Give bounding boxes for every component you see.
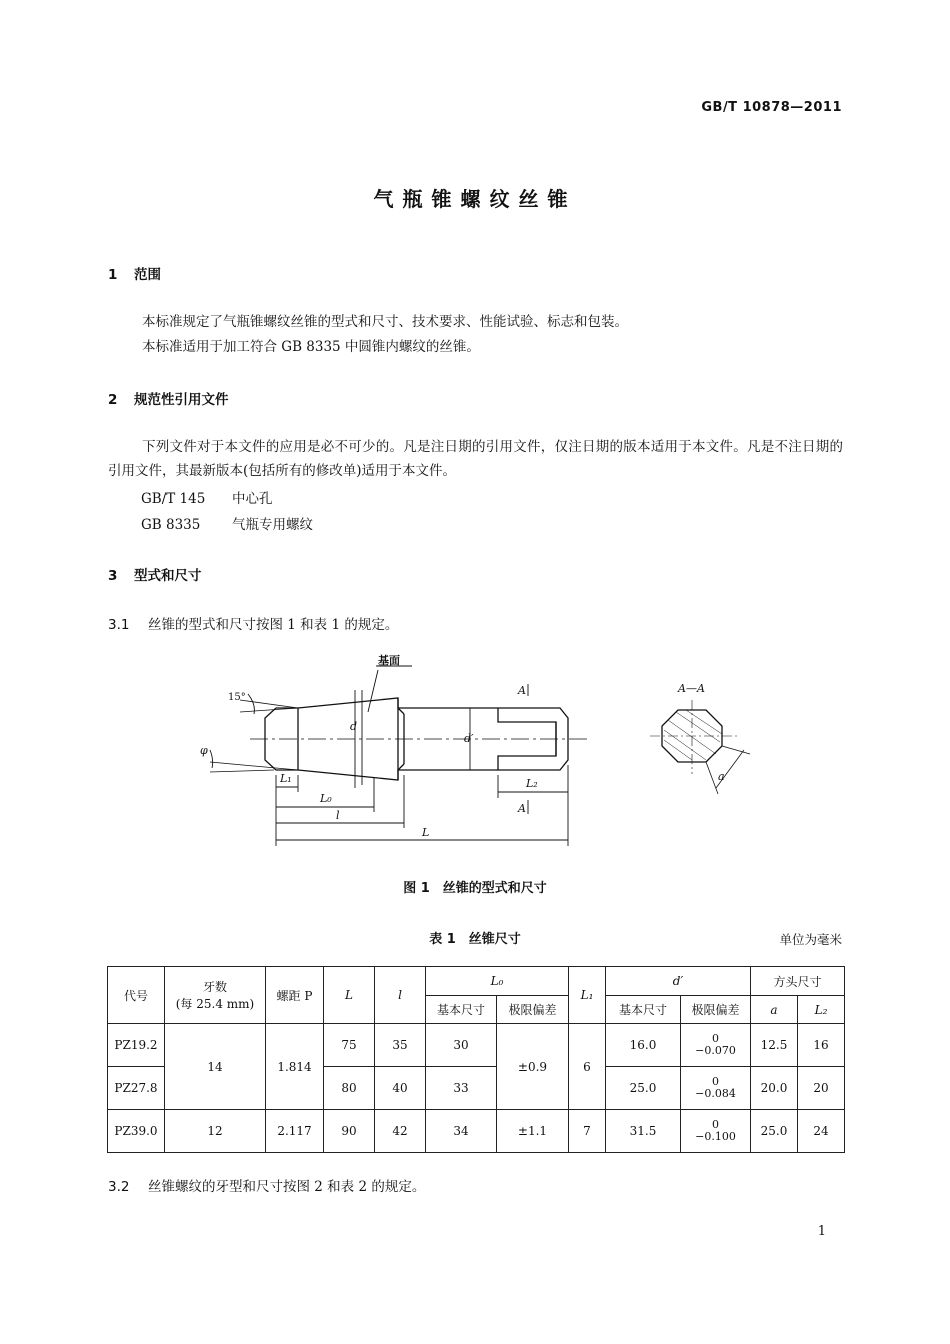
standard-number: GB/T 10878—2011 [701,100,842,115]
section-1-heading [108,263,161,283]
cell-L: 75 [324,1024,375,1067]
subsection-text: 丝锥的型式和尺寸按图 1 和表 1 的规定。 [148,617,399,633]
cell-L0-tolerance: ±0.9 [497,1024,569,1110]
cell-code: PZ39.0 [108,1110,165,1153]
section-1-paragraph-2: 本标准适用于加工符合 GB 8335 中圆锥内螺纹的丝锥。 [142,339,480,355]
table-row [108,1024,845,1067]
cell-L0: 33 [426,1067,497,1110]
section-title: 型式和尺寸 [134,568,202,584]
cell-d: 31.5 [606,1110,681,1153]
cell-l: 40 [375,1067,426,1110]
header-tpi-label: 牙数 [202,980,227,994]
subsection-3-1 [108,613,398,633]
a-label: a [718,770,725,783]
header-basic: 基本尺寸 [426,996,497,1024]
section-view-label: A—A [678,682,705,695]
header-l: l [375,967,426,1024]
cell-L1: 6 [569,1024,606,1110]
L-label: L [422,826,430,839]
figure-1-caption: 图 1 丝锥的型式和尺寸 [403,881,547,896]
section-number: 1 [108,267,118,283]
reference-title: 气瓶专用螺纹 [232,517,313,533]
tolerance-lower: −0.070 [695,1044,736,1057]
header-tolerance: 极限偏差 [497,996,569,1024]
reference-code: GB/T 145 [141,491,206,507]
tolerance-upper: 0 [712,1118,719,1131]
cell-a: 12.5 [751,1024,798,1067]
header-basic: 基本尺寸 [606,996,681,1024]
header-pitch: 螺距 P [266,967,324,1024]
header-code: 代号 [108,967,165,1024]
cell-d: 25.0 [606,1067,681,1110]
header-tpi-note: (每 25.4 mm) [175,997,255,1011]
header-tolerance: 极限偏差 [681,996,751,1024]
d-label: d [350,720,358,733]
section-title: 规范性引用文件 [134,392,229,408]
section-mark-bottom: A [518,802,526,815]
reference-item [141,487,273,507]
header-L: L [324,967,375,1024]
cell-code: PZ27.8 [108,1067,165,1110]
cell-L: 80 [324,1067,375,1110]
section-number: 2 [108,392,118,408]
cell-d: 16.0 [606,1024,681,1067]
cell-d-tolerance [681,1110,751,1153]
section-1-paragraph-1: 本标准规定了气瓶锥螺纹丝锥的型式和尺寸、技术要求、性能试验、标志和包装。 [142,314,628,330]
reference-code: GB 8335 [141,517,201,533]
d-prime-label: d′ [464,732,474,745]
L0-label: L₀ [320,792,332,805]
cell-L0-tolerance: ±1.1 [497,1110,569,1153]
cell-L0: 30 [426,1024,497,1067]
subsection-number: 3.1 [108,617,130,633]
l-label: l [336,809,340,822]
tolerance-upper: 0 [712,1075,719,1088]
table-unit-note: 单位为毫米 [779,932,842,947]
reference-item [141,513,313,533]
angle-label: 15° [228,692,246,703]
L2-label: L₂ [526,777,538,790]
subsection-3-2 [108,1175,425,1195]
section-3-heading [108,564,202,584]
tolerance-upper: 0 [712,1032,719,1045]
section-2-heading [108,388,229,408]
cell-L2: 20 [798,1067,845,1110]
section-title: 范围 [134,267,161,283]
table-header-row [108,967,845,996]
table-row [108,1110,845,1153]
reference-title: 中心孔 [232,491,273,507]
header-L1: L₁ [569,967,606,1024]
section-view [650,700,750,794]
cell-l: 42 [375,1110,426,1153]
cell-l: 35 [375,1024,426,1067]
section-2-paragraph: 下列文件对于本文件的应用是必不可少的。凡是注日期的引用文件，仅注日期的版本适用于本文件。凡是不注日期的引用文件，其最新版本(包括所有的修改单)适用于本文件。 [108,439,843,479]
page-number: 1 [817,1224,826,1239]
document-title: 气瓶锥螺纹丝锥 [373,187,577,211]
header-tpi [165,967,266,1024]
cell-d-tolerance [681,1067,751,1110]
cell-pitch: 2.117 [266,1110,324,1153]
section-mark-top: A [518,684,526,697]
tolerance-lower: −0.084 [695,1087,736,1100]
cell-L1: 7 [569,1110,606,1153]
table-1 [107,966,845,1153]
cell-L2: 24 [798,1110,845,1153]
header-d-prime: d′ [606,967,751,996]
cell-tpi: 12 [165,1110,266,1153]
cell-a: 20.0 [751,1067,798,1110]
cell-pitch: 1.814 [266,1024,324,1110]
header-a: a [751,996,798,1024]
tolerance-lower: −0.100 [695,1130,736,1143]
cell-tpi: 14 [165,1024,266,1110]
table-1-caption: 表 1 丝锥尺寸 [429,932,521,947]
cell-L: 90 [324,1110,375,1153]
cell-code: PZ19.2 [108,1024,165,1067]
header-L2: L₂ [798,996,845,1024]
subsection-number: 3.2 [108,1179,130,1195]
header-L0: L₀ [426,967,569,996]
cell-L2: 16 [798,1024,845,1067]
phi-label: φ [200,744,208,757]
cell-d-tolerance [681,1024,751,1067]
subsection-text: 丝锥螺纹的牙型和尺寸按图 2 和表 2 的规定。 [148,1179,426,1195]
datum-label: 基面 [378,654,400,667]
section-number: 3 [108,568,118,584]
cell-a: 25.0 [751,1110,798,1153]
L1-label: L₁ [280,772,292,785]
figure-1-drawing [190,650,770,850]
header-square: 方头尺寸 [751,967,845,996]
cell-L0: 34 [426,1110,497,1153]
